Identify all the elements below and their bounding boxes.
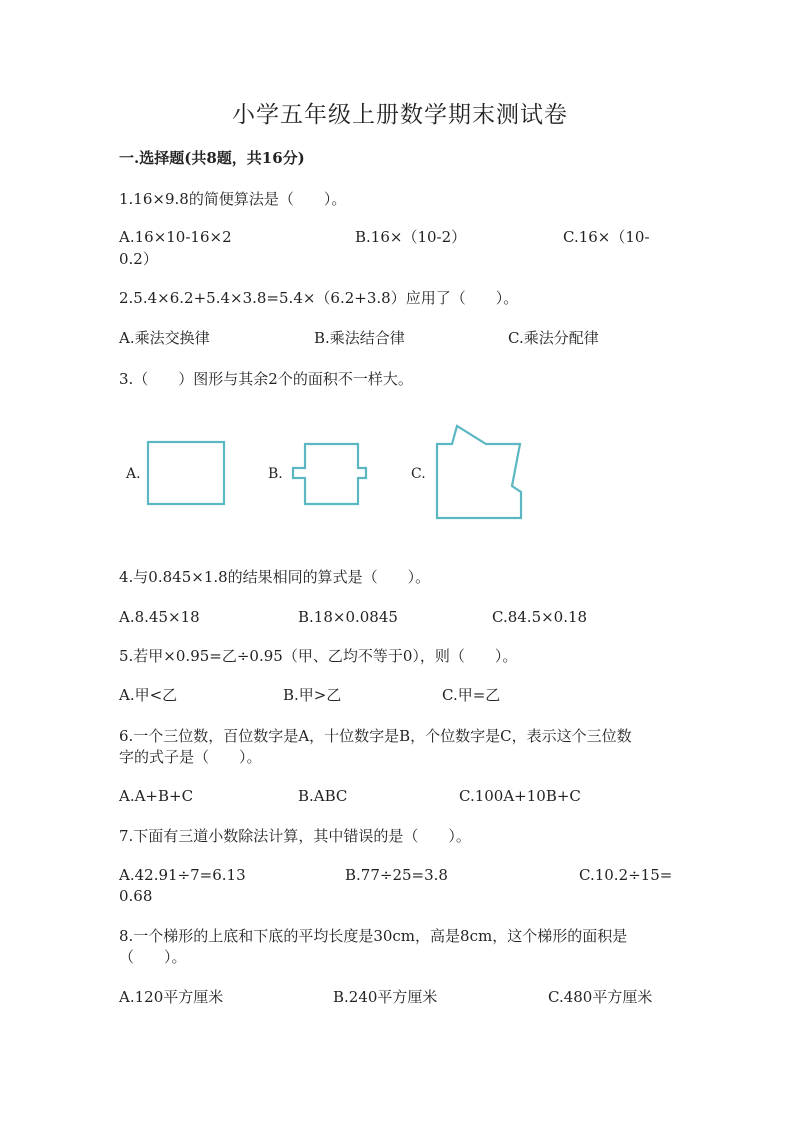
- question-2-stem: 2.5.4×6.2+5.4×3.8=5.4×（6.2+3.8）应用了（ ）。: [119, 289, 519, 307]
- question-2-option-c: C.乘法分配律: [508, 329, 599, 347]
- question-6-stem: 6.一个三位数，百位数字是A，十位数字是B，个位数字是C，表示这个三位数: [119, 727, 632, 745]
- question-1-option-c-continued: 0.2）: [119, 250, 158, 268]
- figure-b-label: B.: [268, 466, 283, 482]
- question-3-stem: 3.（ ）图形与其余2个的面积不一样大。: [119, 370, 413, 388]
- question-6-option-a: A.A+B+C: [119, 787, 194, 805]
- question-7-option-c-continued: 0.68: [119, 887, 153, 905]
- question-7-option-a: A.42.91÷7=6.13: [119, 866, 246, 884]
- question-7-option-c: C.10.2÷15=: [579, 866, 673, 884]
- question-6-stem-continued: 字的式子是（ ）。: [119, 748, 262, 766]
- question-5-option-b: B.甲>乙: [283, 686, 342, 704]
- section-heading: 一.选择题(共8题，共16分): [119, 149, 305, 167]
- question-5-option-c: C.甲=乙: [442, 686, 501, 704]
- question-6-option-c: C.100A+10B+C: [459, 787, 581, 805]
- question-1-option-a: A.16×10-16×2: [119, 228, 232, 246]
- question-5-option-a: A.甲<乙: [119, 686, 178, 704]
- question-3-figures: [100, 418, 560, 528]
- question-8-option-b: B.240平方厘米: [333, 988, 438, 1006]
- question-6-option-b: B.ABC: [298, 787, 348, 805]
- question-5-stem: 5.若甲×0.95=乙÷0.95（甲、乙均不等于0），则（ ）。: [119, 647, 518, 665]
- question-1-option-b: B.16×（10-2）: [355, 228, 467, 246]
- question-8-option-a: A.120平方厘米: [119, 988, 224, 1006]
- figure-a-label: A.: [126, 466, 141, 482]
- question-8-stem-continued: （ ）。: [119, 948, 187, 966]
- question-1-stem: 1.16×9.8的简便算法是（ ）。: [119, 190, 347, 208]
- figure-b-shape: [293, 444, 366, 504]
- figure-c-shape: [437, 426, 521, 518]
- question-7-stem: 7.下面有三道小数除法计算，其中错误的是（ ）。: [119, 827, 471, 845]
- question-2-option-a: A.乘法交换律: [119, 329, 210, 347]
- question-4-stem: 4.与0.845×1.8的结果相同的算式是（ ）。: [119, 568, 431, 586]
- figure-a-rectangle: [148, 442, 224, 504]
- question-4-option-a: A.8.45×18: [119, 608, 200, 626]
- page-title: 小学五年级上册数学期末测试卷: [232, 102, 568, 128]
- figure-c-label: C.: [411, 466, 426, 482]
- question-7-option-b: B.77÷25=3.8: [345, 866, 448, 884]
- question-4-option-c: C.84.5×0.18: [492, 608, 588, 626]
- question-2-option-b: B.乘法结合律: [314, 329, 405, 347]
- question-1-option-c: C.16×（10-: [563, 228, 650, 246]
- question-8-stem: 8.一个梯形的上底和下底的平均长度是30cm，高是8cm，这个梯形的面积是: [119, 927, 628, 945]
- question-4-option-b: B.18×0.0845: [298, 608, 398, 626]
- question-8-option-c: C.480平方厘米: [548, 988, 653, 1006]
